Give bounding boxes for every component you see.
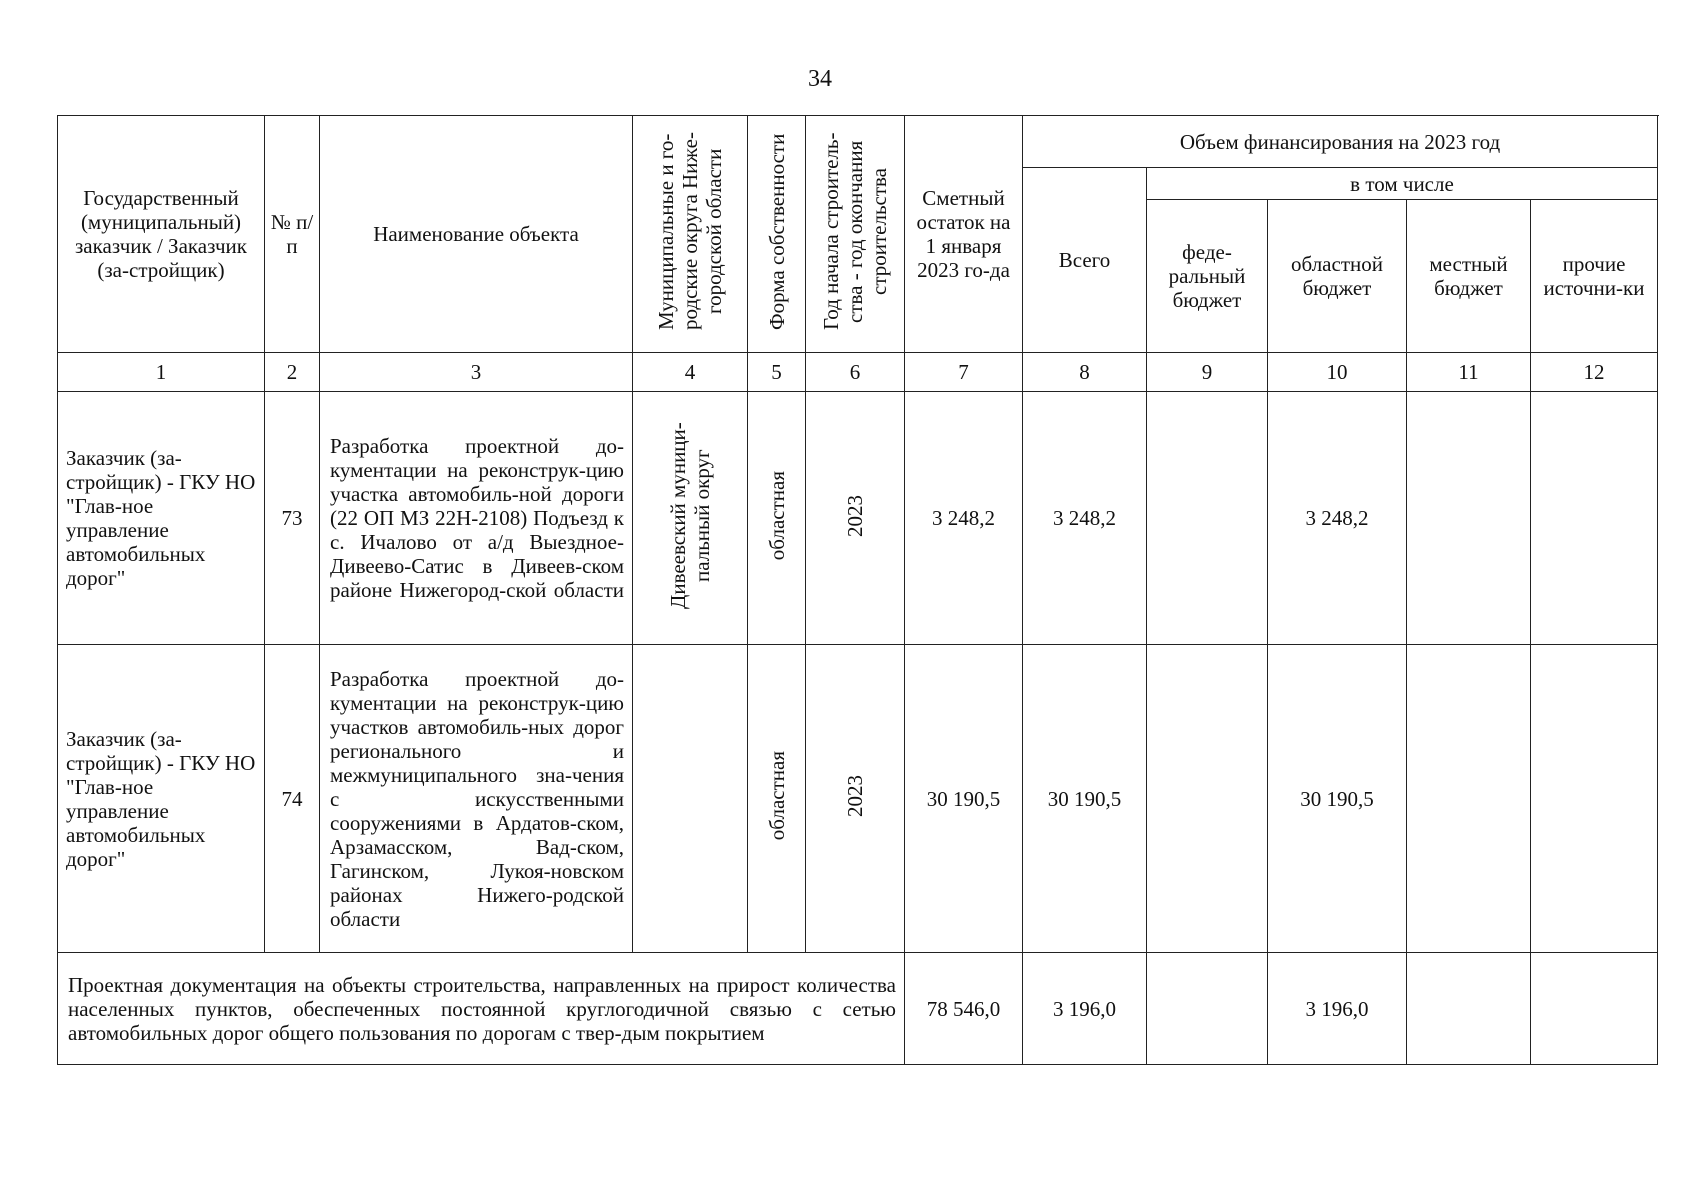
- header-estimate: Сметный остаток на 1 января 2023 го-да: [905, 116, 1023, 353]
- column-number: 12: [1531, 353, 1658, 392]
- column-number: 8: [1023, 353, 1147, 392]
- row-years-text: 2023: [843, 775, 867, 817]
- header-years-text: Год начала строитель-ства - год окончания строительства: [819, 132, 891, 331]
- column-number: 6: [806, 353, 905, 392]
- summary-local: [1407, 953, 1531, 1065]
- row-total: 30 190,5: [1023, 645, 1147, 953]
- row-years: [806, 392, 905, 645]
- header-regional: областной бюджет: [1268, 200, 1407, 353]
- financing-table: [57, 115, 1658, 1065]
- row-federal: [1147, 392, 1268, 645]
- column-number: 11: [1407, 353, 1531, 392]
- header-row: [58, 116, 1658, 168]
- summary-other: [1531, 953, 1658, 1065]
- row-number: 74: [265, 645, 320, 953]
- header-financing: Объем финансирования на 2023 год: [1023, 116, 1658, 168]
- column-number: 2: [265, 353, 320, 392]
- row-ownership: [748, 392, 806, 645]
- row-federal: [1147, 645, 1268, 953]
- header-municipality: [633, 116, 748, 353]
- header-other: прочие источни-ки: [1531, 200, 1658, 353]
- header-years: [806, 116, 905, 353]
- header-ownership-text: Форма собственности: [764, 133, 789, 330]
- row-object-name: Разработка проектной до-кументации на реконструк-цию участка автомобиль-ной дороги (22 ОП МЗ 22Н-2108) Подъезд к с. Ичалово от а/д Выездное-Дивеево-Сатис в Дивеев-ском районе Нижегород-ской области: [320, 392, 633, 645]
- column-number: 3: [320, 353, 633, 392]
- row-ownership: [748, 645, 806, 953]
- header-total: Всего: [1023, 168, 1147, 353]
- summary-total: 3 196,0: [1023, 953, 1147, 1065]
- column-number: 9: [1147, 353, 1268, 392]
- row-municipality-text: Дивеевский муници-пальный округ: [666, 422, 714, 609]
- row-years: [806, 645, 905, 953]
- column-number: 5: [748, 353, 806, 392]
- row-regional: 30 190,5: [1268, 645, 1407, 953]
- header-municipality-text: Муниципальные и го-родские округа Ниже-городской области: [654, 132, 726, 331]
- summary-federal: [1147, 953, 1268, 1065]
- table-row: [58, 392, 1658, 645]
- column-number: 7: [905, 353, 1023, 392]
- row-number: 73: [265, 392, 320, 645]
- row-municipality: [633, 392, 748, 645]
- column-number: 10: [1268, 353, 1407, 392]
- row-estimate: 30 190,5: [905, 645, 1023, 953]
- row-regional: 3 248,2: [1268, 392, 1407, 645]
- summary-row: [58, 953, 1658, 1065]
- row-other: [1531, 645, 1658, 953]
- row-estimate: 3 248,2: [905, 392, 1023, 645]
- header-local: местный бюджет: [1407, 200, 1531, 353]
- column-numbers-row: [58, 353, 1658, 392]
- row-ownership-text: областная: [764, 751, 789, 841]
- header-customer: Государственный (муниципальный) заказчик / Заказчик (за-стройщик): [58, 116, 265, 353]
- row-ownership-text: областная: [764, 470, 789, 561]
- summary-label: Проектная документация на объекты строительства, направленных на прирост количества населенных пунктов, обеспеченных постоянной круглогодичной связью с сетью автомобильных дорог общего пользования по дорогам с твер-дым покрытием: [58, 953, 905, 1065]
- row-object-name: Разработка проектной до-кументации на реконструк-цию участков автомобиль-ных дорог регионального и межмуниципального зна-чения с искусственными сооружениями в Ардатов-ском, Арзамасском, Вад-ском, Гагинском, Лукоя-новском районах Нижего-родской области: [320, 645, 633, 953]
- summary-estimate: 78 546,0: [905, 953, 1023, 1065]
- column-number: 4: [633, 353, 748, 392]
- header-number: № п/п: [265, 116, 320, 353]
- header-including: в том числе: [1147, 168, 1658, 200]
- row-customer: Заказчик (за-стройщик) - ГКУ НО "Глав-ное управление автомобильных дорог": [58, 392, 265, 645]
- header-object-name: Наименование объекта: [320, 116, 633, 353]
- row-local: [1407, 392, 1531, 645]
- summary-regional: 3 196,0: [1268, 953, 1407, 1065]
- column-number: 1: [58, 353, 265, 392]
- table-row: [58, 645, 1658, 953]
- header-federal: феде-ральный бюджет: [1147, 200, 1268, 353]
- row-municipality: [633, 645, 748, 953]
- page-number: 34: [808, 66, 832, 92]
- row-customer: Заказчик (за-стройщик) - ГКУ НО "Глав-ное управление автомобильных дорог": [58, 645, 265, 953]
- header-ownership: [748, 116, 806, 353]
- row-local: [1407, 645, 1531, 953]
- row-total: 3 248,2: [1023, 392, 1147, 645]
- row-other: [1531, 392, 1658, 645]
- row-years-text: 2023: [843, 494, 867, 537]
